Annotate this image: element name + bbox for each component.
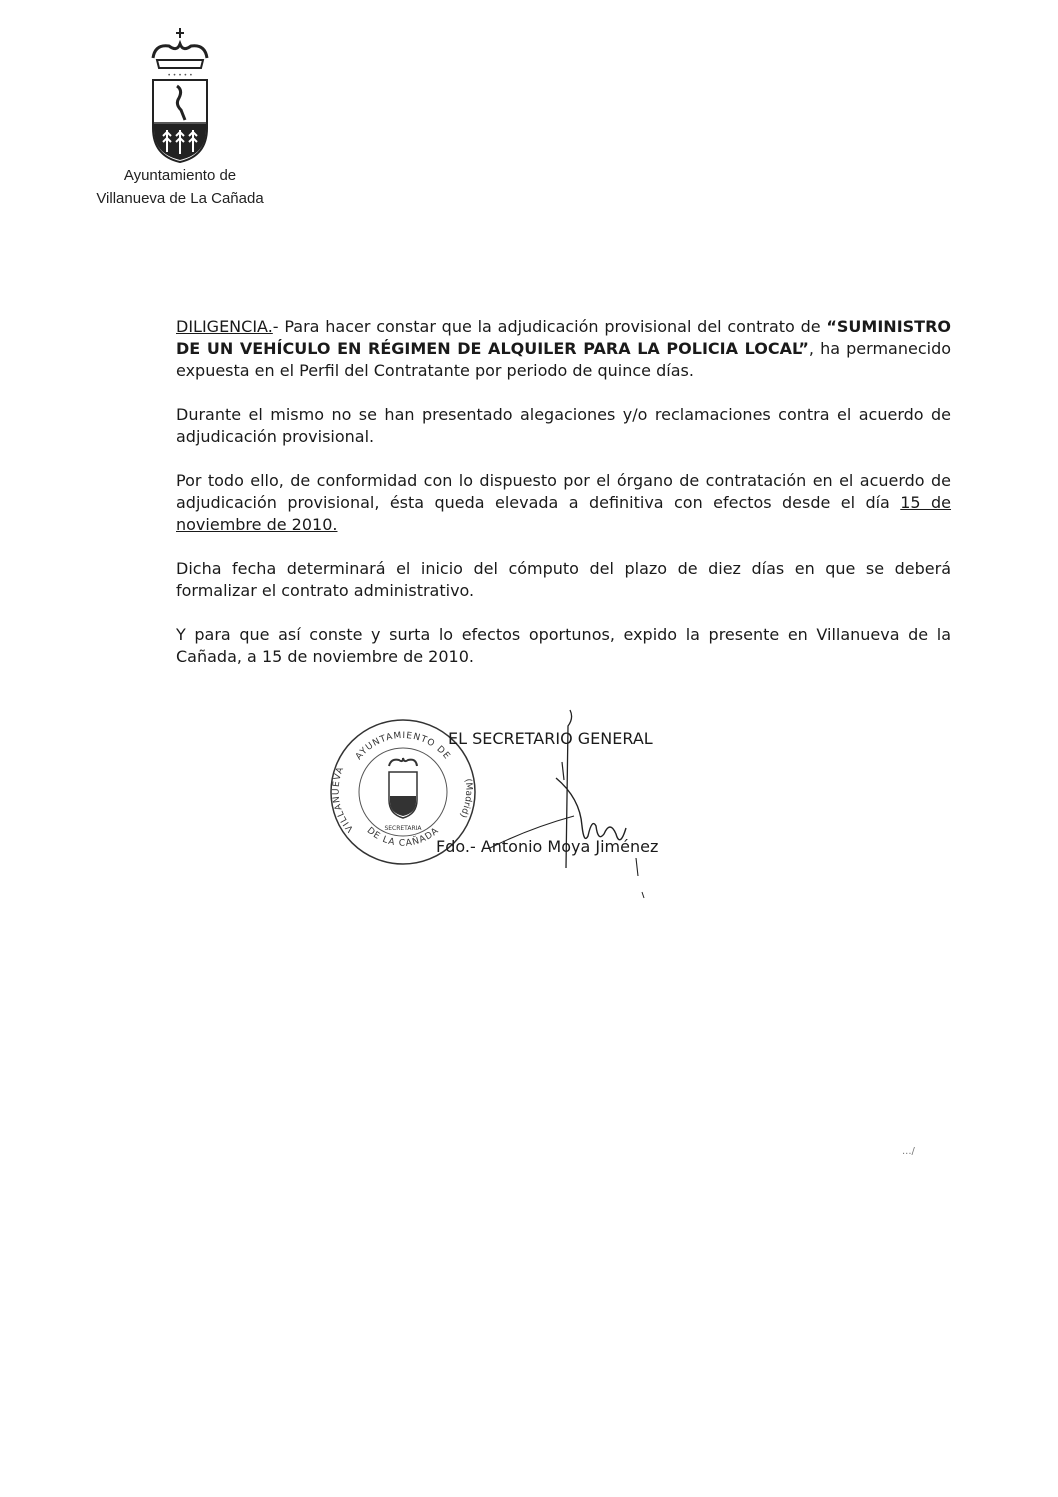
municipal-crest: [135, 28, 225, 168]
stamp-inner-text: SECRETARIA: [384, 825, 422, 832]
diligencia-intro: - Para hacer constar que la adjudicación provisional del contrato de: [272, 317, 827, 336]
effective-date: 15 de noviembre de 2010.: [176, 493, 952, 534]
signer-name: Fdo.- Antonio Moya Jiménez: [436, 837, 659, 856]
diligencia-label: DILIGENCIA.: [176, 317, 273, 336]
paragraph-definitive: [176, 470, 951, 536]
stamp-right-text: (Madrid): [457, 777, 474, 820]
contract-title: “SUMINISTRO DE UN VEHÍCULO EN RÉGIMEN DE ALQUILER PARA LA POLICIA LOCAL”: [176, 317, 951, 358]
svg-text:• • • • •: • • • • •: [167, 72, 193, 79]
page-continuation-mark: .../: [902, 1146, 915, 1157]
organization-name: [80, 164, 280, 210]
paragraph-closing: Y para que así conste y surta lo efectos oportunos, expido la presente en Villanueva de la Cañada, a 15 de noviembre de 2010.: [176, 625, 951, 666]
handwritten-signature: [470, 708, 670, 908]
signer-title: EL SECRETARIO GENERAL: [448, 729, 653, 748]
svg-text:AYUNTAMIENTO DE: [354, 731, 452, 762]
svg-text:VILLANUEVA: [332, 765, 356, 834]
document-body: [176, 316, 951, 690]
org-name-line1: Ayuntamiento de: [123, 167, 237, 184]
org-name-line2: Villanueva de La Cañada: [96, 190, 264, 207]
paragraph-no-allegations: Durante el mismo no se han presentado alegaciones y/o reclamaciones contra el acuerdo de adjudicación provisional.: [176, 405, 951, 446]
stamp-left-text: VILLANUEVA: [331, 765, 356, 834]
paragraph-diligencia: [176, 316, 951, 382]
stamp-bottom-text: DE LA CAÑADA: [364, 825, 442, 849]
definitive-text: Por todo ello, de conformidad con lo dispuesto por el órgano de contratación en el acuerdo de adjudicación provisional, ésta queda elevada a definitiva con efectos desde el día: [176, 471, 951, 512]
stamp-top-text: AYUNTAMIENTO DE: [353, 730, 453, 762]
diligencia-rest: , ha permanecido expuesta en el Perfil del Contratante por periodo de quince días.: [176, 339, 952, 380]
paragraph-deadline: Dicha fecha determinará el inicio del cómputo del plazo de diez días en que se deberá formalizar el contrato administrativo.: [176, 559, 951, 600]
